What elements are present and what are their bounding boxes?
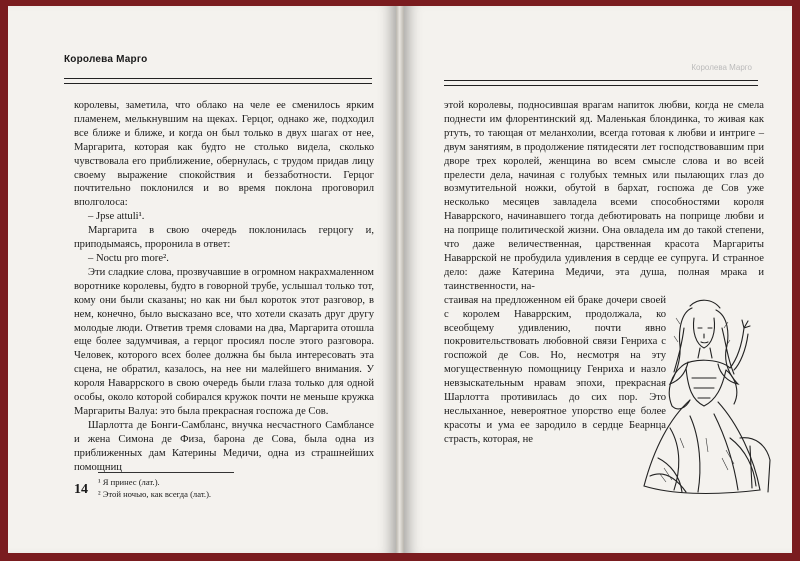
paragraph: этой королевы, подносившая врагам напиток любви, когда не смела поднести им флорентинский яд. Маленькая блондинка, то живая как ртуть, то тающая от меланхолии, всегда готовая к любви и интриге – двум занятиям, в продолжение пятидесяти лет господствовавшим при дворе трех королей, женщина во всем смысле слова и во всей прелести дела, начиная с голубых темных или пылающих глаз до возмутительной ножки, обутой в бархат, госпожа де Сов уже несколько месяцев завладела всеми способностями короля Наваррского, начинавшего тогда дебютировать на поприще любви и на поприще политической жизни. Она овладела им до такой степени, что даже величественная, царственная красота Маргариты Наваррской не пробудила удивления в сердце ее супруга. И странное дело: даже Катерина Медичи, эта душа, полная мрака и таинственности, на- [444, 100, 764, 292]
footnote-rule [98, 472, 234, 473]
woman-illustration [630, 288, 780, 500]
left-body-text [74, 99, 374, 474]
left-page [8, 6, 396, 553]
footnote: ² Этой ночью, как всегда (лат.). [98, 489, 212, 499]
paragraph: Шарлотта де Бонги-Самбланс, внучка несчастного Самблансе и жена Симона де Физа, барона де Сова, была одна из приближенных дам Катерины Медичи, одна из страшнейших помощниц [74, 419, 374, 473]
footnote: ¹ Я принес (лат.). [98, 477, 160, 487]
running-head-right: Королева Марго [691, 63, 752, 72]
header-rule [64, 78, 372, 79]
book-gutter [396, 6, 404, 553]
paragraph: Маргарита в свою очередь поклонилась герцогу и, приподымаясь, проронила в ответ: [74, 225, 374, 251]
paragraph: стаивая на предложенном ей браке дочери своей с королем Наваррским, продолжала, ко всеобщему удивлению, почти явно покровительствовать любовной связи Генриха с госпожой де Сов. Но, несмотря на эту могущественную помощницу Генриха и назло невзыскательным нравам эпохи, прекрасная Шарлотта противилась до сих пор. Это неслыханное, невероятное упорство еще более красоты и ума ее зародило в сердце Беарнца страсть, которая, не [444, 294, 666, 445]
paragraph: – Noctu pro more². [88, 252, 169, 264]
page-number: 14 [74, 482, 88, 497]
footnotes [98, 476, 378, 500]
paragraph: – Jpse attuli¹. [88, 211, 145, 223]
header-rule [444, 85, 758, 86]
header-rule [64, 83, 372, 84]
header-rule [444, 80, 758, 81]
running-head-left: Королева Марго [64, 54, 148, 65]
right-page [404, 6, 792, 553]
paragraph: Эти сладкие слова, прозвучавшие в огромном накрахмаленном воротнике королевы, будто в говорной трубе, услышал только тот, кому они были сказаны; но как ни был короток этот разговор, в нем, конечно, было высказано все, что хотели сказать друг другу молодые люди. Ответив тремя словами на два, Маргарита отошла еще более задумчивая, а герцог просиял после этого разговора. Человек, которого всех более должна бы была интересовать эта сцена, не обратил, казалось, на нее ни малейшего внимания. У короля Наваррского в свою очередь были глаза только для одной особы, около которой собирался кружок почти не меньше кружка Маргариты Валуа: это была прекрасная госпожа де Сов. [74, 266, 374, 417]
paragraph: королевы, заметила, что облако на челе ее сменилось ярким пламенем, мелькнувшим на щеках. Герцог, однако же, подходил все ближе и ближе, и когда он был только в двух шагах от нее, Маргарита, которая как будто не столько видела, сколько чувствовала его приближение, обернулась, с трудом придав лицу своему выражение спокойствия и беззаботности. Герцог почтительно поклонился и во время поклона проговорил вполголоса: [74, 100, 374, 209]
